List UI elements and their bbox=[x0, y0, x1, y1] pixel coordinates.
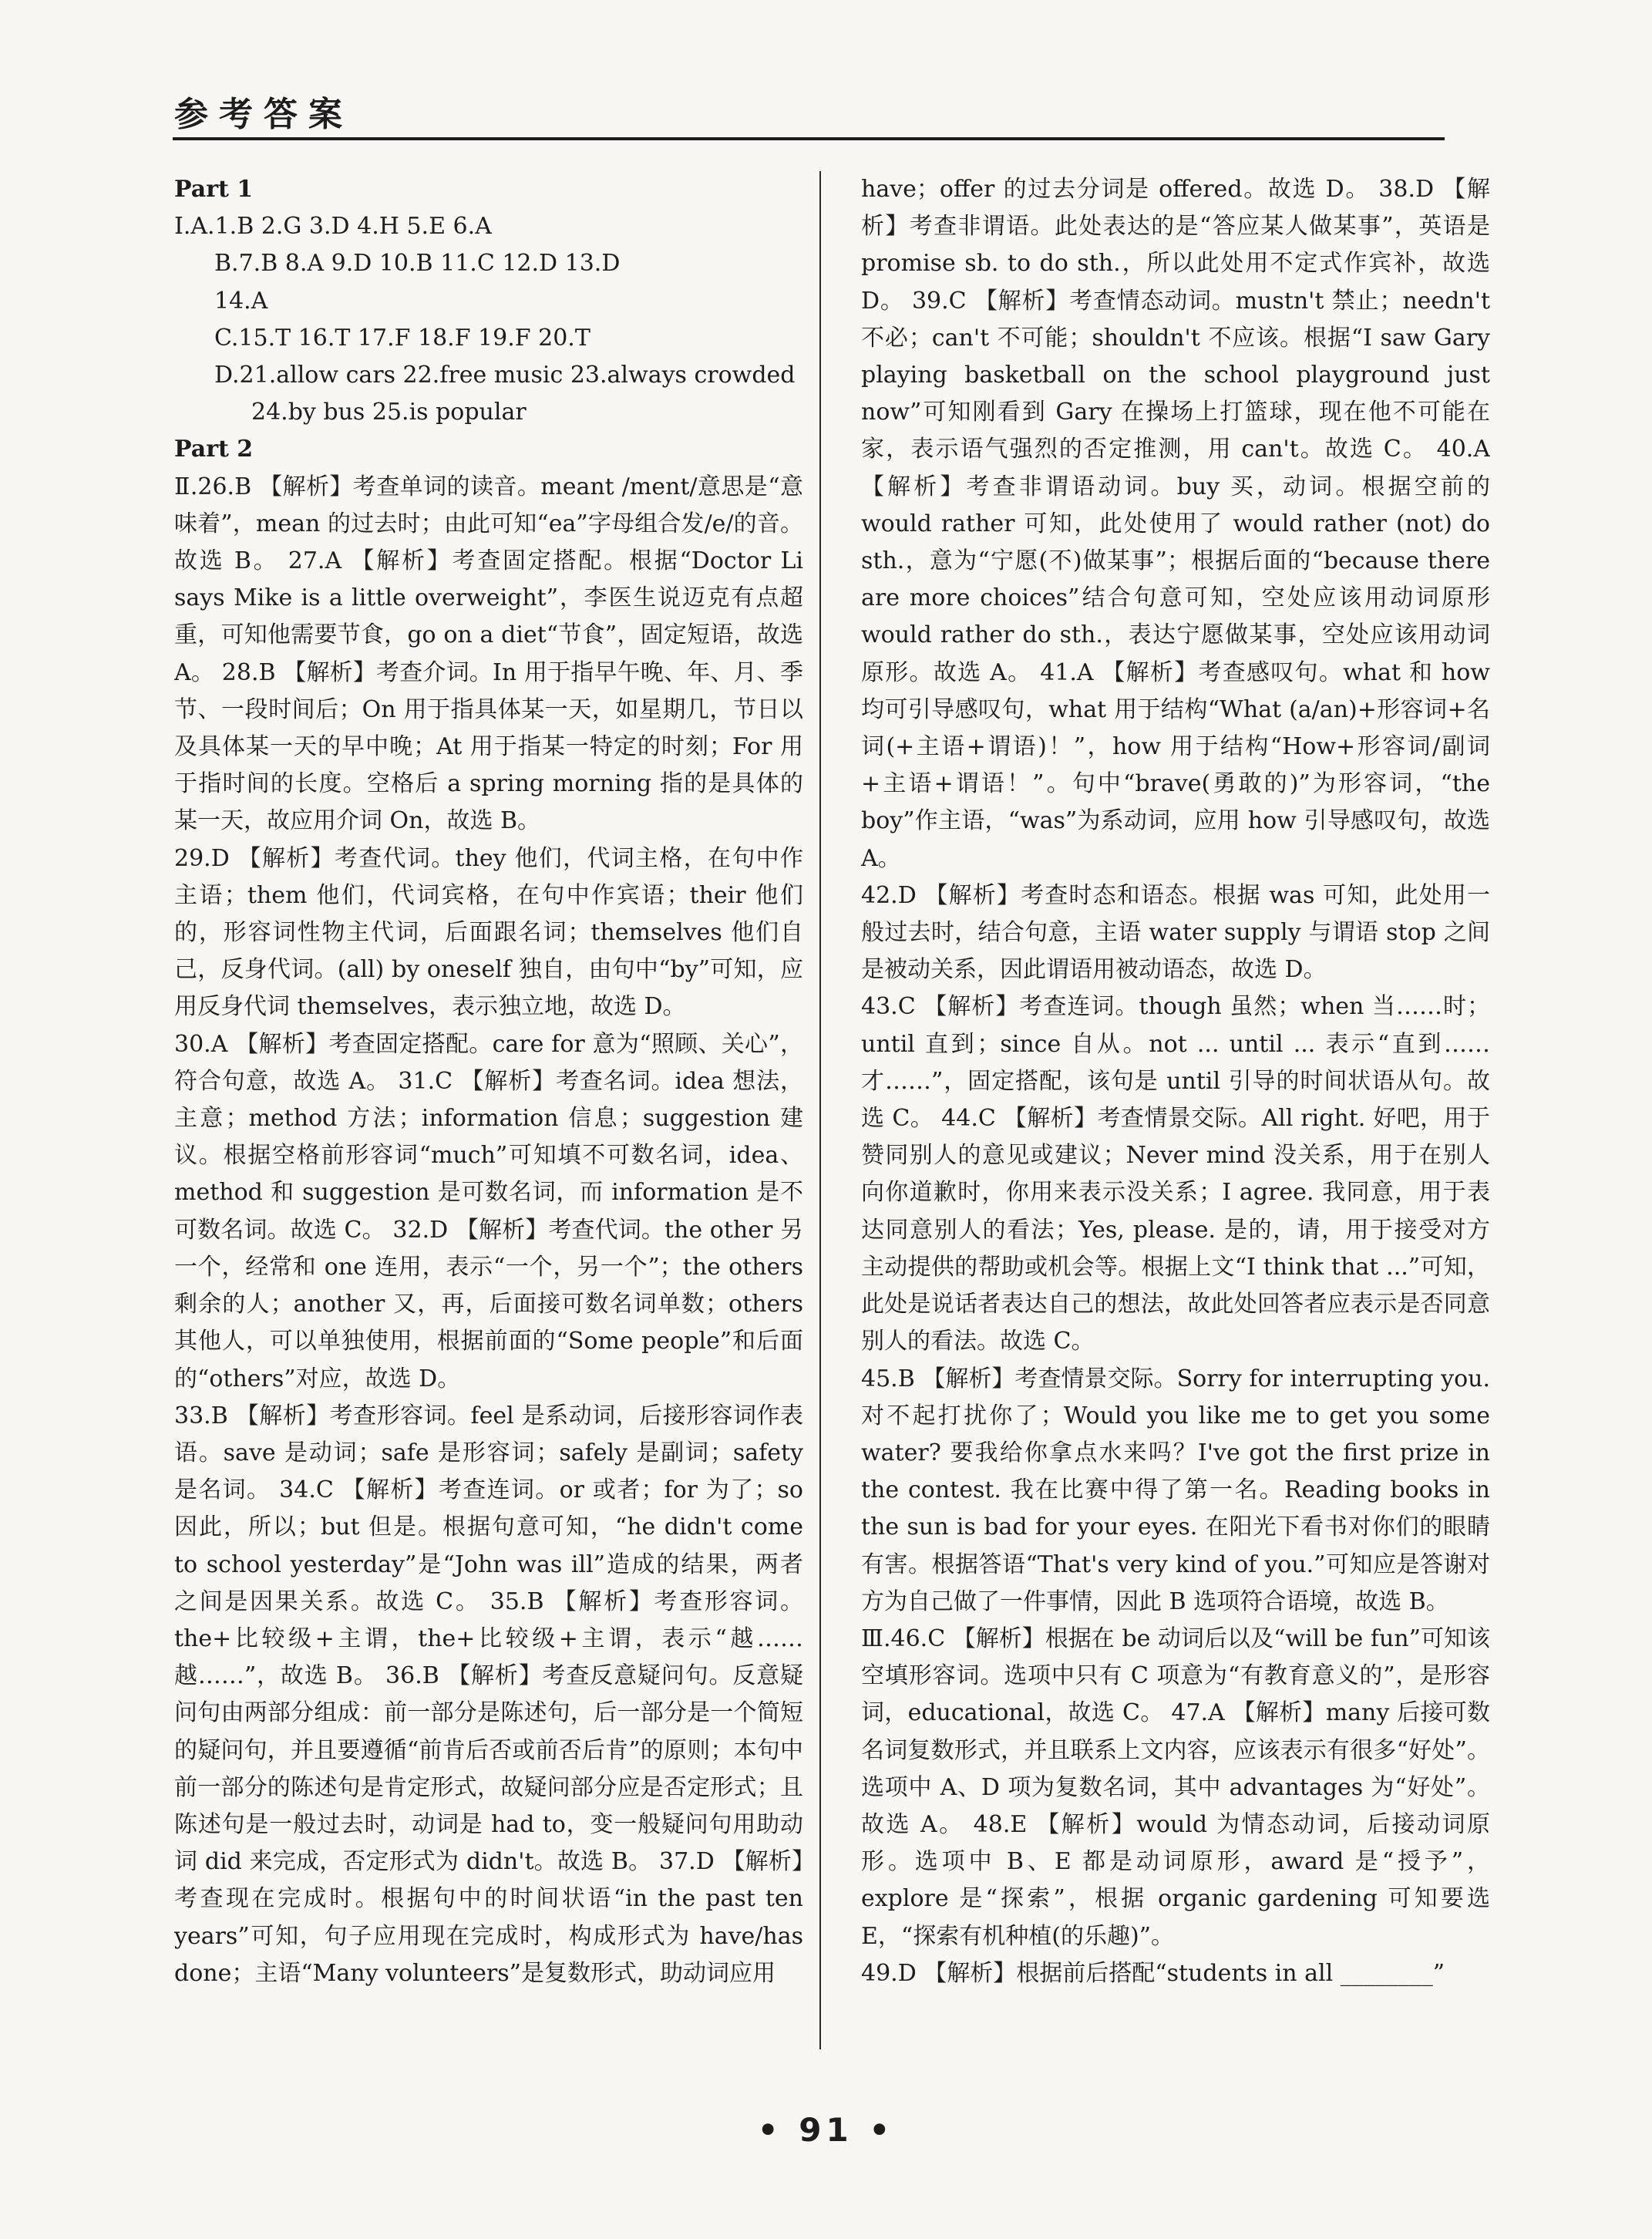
explanation-paragraph: 30.A 【解析】考查固定搭配。care for 意为“照顾、关心”，符合句意，故选 A。 31.C 【解析】考查名词。idea 想法，主意；method 方法；information 信息；suggestion 建议。根据空格前形容词“much”可知填不可数名词，idea、method 和 suggestion 是可数名词，而 information 是不可数名词。故选 C。 32.D 【解析】考查代词。the other 另一个，经常和 one 连用，表示“一个，另一个”；the others 剩余的人；another 又，再，后面接可数名词单数；others 其他人，可以单独使用，根据前面的“Some people”和后面的“others”对应，故选 D。 bbox=[174, 1030, 803, 1392]
column-divider bbox=[819, 171, 821, 2049]
part1-heading: Part 1 bbox=[174, 176, 254, 203]
explanation-paragraph: Ⅲ.46.C 【解析】根据在 be 动词后以及“will be fun”可知该空填形容词。选项中只有 C 项意为“有教育意义的”，是形容词，educational，故选 C。 47.A 【解析】many 后接可数名词复数形式，并且联系上文内容，应该表示有很多“好处”。选项中 A、D 项为复数名词，其中 advantages 为“好处”。故选 A。 48.E 【解析】would 为情态动词，后接动词原形。选项中 B、E 都是动词原形，award 是“授予”，explore 是“探索”，根据 organic gardening 可知要选 E，“探索有机种植(的乐趣)”。 bbox=[861, 1625, 1490, 1950]
answer-line-2: B.7.B 8.A 9.D 10.B 11.C 12.D 13.D bbox=[214, 250, 621, 278]
answer-line-5: D.21.allow cars 22.free music 23.always crowded bbox=[214, 362, 796, 389]
explanation-paragraph: 42.D 【解析】考查时态和语态。根据 was 可知，此处用一般过去时，结合句意，主语 water supply 与谓语 stop 之间是被动关系，因此谓语用被动语态，故选 D。 bbox=[861, 881, 1490, 984]
answer-line-1: Ⅰ.A.1.B 2.G 3.D 4.H 5.E 6.A bbox=[174, 213, 492, 241]
part2-heading: Part 2 bbox=[174, 436, 254, 463]
page-number: • 91 • bbox=[757, 2111, 895, 2149]
answer-line-3: 14.A bbox=[214, 287, 268, 315]
left-column bbox=[174, 171, 803, 2052]
explanation-paragraph: Ⅱ.26.B 【解析】考查单词的读音。meant /ment/意思是“意味着”，mean 的过去时；由此可知“ea”字母组合发/e/的音。故选 B。 27.A 【解析】考查固定搭配。根据“Doctor Li says Mike is a little overweight”，李医生说迈克有点超重，可知他需要节食，go on a diet“节食”，固定短语，故选 A。 28.B 【解析】考查介词。In 用于指早午晚、年、月、季节、一段时间后；On 用于指具体某一天，如星期几，节日以及具体某一天的早中晚；At 用于指某一特定的时刻；For 用于指时间的长度。空格后 a spring morning 指的是具体的某一天，故应用介词 On，故选 B。 bbox=[174, 473, 803, 835]
explanation-paragraph: 45.B 【解析】考查情景交际。Sorry for interrupting you. 对不起打扰你了；Would you like me to get you some water? 要我给你拿点水来吗？I've got the first prize in the contest. 我在比赛中得了第一名。Reading books in the sun is bad for your eyes. 在阳光下看书对你们的眼睛有害。根据答语“That's very kind of you.”可知应是答谢对方为自己做了一件事情，因此 B 选项符合语境，故选 B。 bbox=[861, 1365, 1490, 1615]
answer-line-6: 24.by bus 25.is popular bbox=[251, 399, 527, 426]
right-column bbox=[861, 171, 1490, 2052]
header-divider bbox=[173, 137, 1445, 140]
explanation-paragraph: 33.B 【解析】考查形容词。feel 是系动词，后接形容词作表语。save 是动词；safe 是形容词；safely 是副词；safety 是名词。 34.C 【解析】考查连词。or 或者；for 为了；so 因此，所以；but 但是。根据句意可知，“he didn't come to school yesterday”是“John was ill”造成的结果，两者之间是因果关系。故选 C。 35.B 【解析】考查形容词。the+比较级+主谓，the+比较级+主谓，表示“越……越……”，故选 B。 36.B 【解析】考查反意疑问句。反意疑问句由两部分组成：前一部分是陈述句，后一部分是一个简短的疑问句，并且要遵循“前肯后否或前否后肯”的原则；本句中前一部分的陈述句是肯定形式，故疑问部分应是否定形式；且陈述句是一般过去时，动词是 had to，变一般疑问句用助动词 did 来完成，否定形式为 didn't。故选 B。 37.D 【解析】考查现在完成时。根据句中的时间状语“in the past ten years”可知，句子应用现在完成时，构成形式为 have/has done；主语“Many volunteers”是复数形式，助动词应用 bbox=[174, 1402, 803, 1987]
page-title: 参考答案 bbox=[174, 95, 353, 134]
answer-line-4: C.15.T 16.T 17.F 18.F 19.F 20.T bbox=[214, 324, 590, 352]
explanation-paragraph: have；offer 的过去分词是 offered。故选 D。 38.D 【解析】考查非谓语。此处表达的是“答应某人做某事”，英语是 promise sb. to do sth.，所以此处用不定式作宾补，故选 D。 39.C 【解析】考查情态动词。mustn't 禁止；needn't 不必；can't 不可能；shouldn't 不应该。根据“I saw Gary playing basketball on the school playground just now”可知刚看到 Gary 在操场上打篮球，现在他不可能在家，表示语气强烈的否定推测，用 can't。故选 C。 40.A 【解析】考查非谓语动词。buy 买，动词。根据空前的 would rather 可知，此处使用了 would rather (not) do sth.，意为“宁愿(不)做某事”；根据后面的“because there are more choices”结合句意可知，空处应该用动词原形 would rather do sth.，表达宁愿做某事，空处应该用动词原形。故选 A。 41.A 【解析】考查感叹句。what 和 how 均可引导感叹句，what 用于结构“What (a/an)+形容词+名词(+主语+谓语)！”，how 用于结构“How+形容词/副词+主语+谓语！”。句中“brave(勇敢的)”为形容词，“the boy”作主语，“was”为系动词，应用 how 引导感叹句，故选 A。 bbox=[861, 176, 1490, 872]
explanation-paragraph: 29.D 【解析】考查代词。they 他们，代词主格，在句中作主语；them 他们，代词宾格，在句中作宾语；their 他们的，形容词性物主代词，后面跟名词；themselves 他们自己，反身代词。(all) by oneself 独自，由句中“by”可知，应用反身代词 themselves，表示独立地，故选 D。 bbox=[174, 844, 803, 1021]
explanation-paragraph: 49.D 【解析】根据前后搭配“students in all ________” bbox=[861, 1959, 1445, 1987]
explanation-paragraph: 43.C 【解析】考查连词。though 虽然；when 当……时；until 直到；since 自从。not ... until ... 表示“直到……才……”，固定搭配，该句是 until 引导的时间状语从句。故选 C。 44.C 【解析】考查情景交际。All right. 好吧，用于赞同别人的意见或建议；Never mind 没关系，用于在别人向你道歉时，你用来表示没关系；I agree. 我同意，用于表达同意别人的看法；Yes, please. 是的，请，用于接受对方主动提供的帮助或机会等。根据上文“I think that ...”可知，此处是说话者表达自己的想法，故此处回答者应表示是否同意别人的看法。故选 C。 bbox=[861, 993, 1490, 1355]
